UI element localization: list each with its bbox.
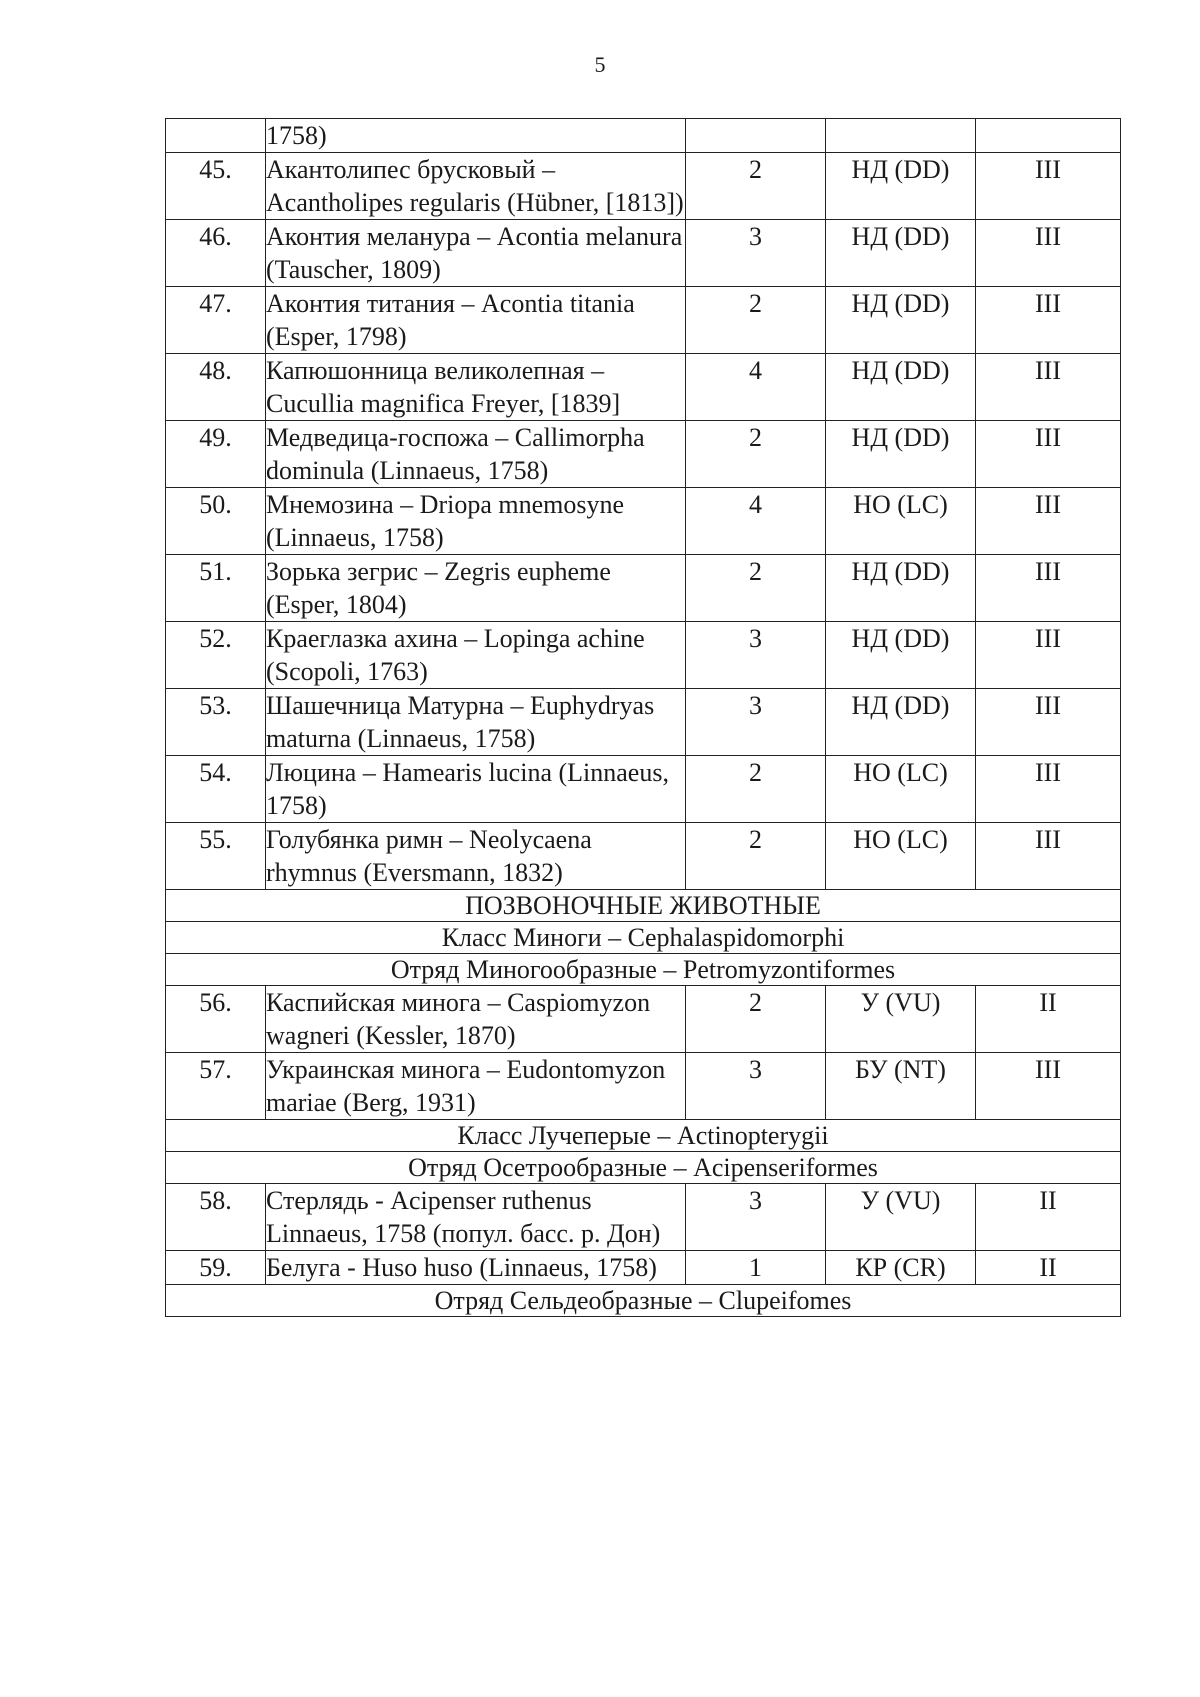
table-row: [166, 421, 1121, 488]
species-name: Люцина – Hamearis lucina (Linnaeus, 1758): [266, 756, 686, 823]
appendix-group: III: [976, 756, 1121, 823]
table-row: [166, 354, 1121, 421]
section-header-row: [166, 1285, 1121, 1317]
section-header: Отряд Осетрообразные – Acipenseriformes: [166, 1152, 1121, 1184]
section-header: Класс Миноги – Cephalaspidomorphi: [166, 922, 1121, 954]
table-row: [166, 622, 1121, 689]
table-row: [166, 823, 1121, 890]
section-header: Отряд Сельдеобразные – Clupeifomes: [166, 1285, 1121, 1317]
section-header-row: [166, 890, 1121, 922]
section-header-row: [166, 922, 1121, 954]
row-number: 52.: [166, 622, 266, 689]
table-row: [166, 1053, 1121, 1120]
appendix-group: III: [976, 220, 1121, 287]
table-row: [166, 689, 1121, 756]
appendix-group: II: [976, 1184, 1121, 1251]
iucn-status: КР (CR): [826, 1251, 976, 1285]
table-row: [166, 153, 1121, 220]
iucn-status: НД (DD): [826, 287, 976, 354]
table-row: [166, 287, 1121, 354]
species-name: Капюшонница великолепная – Cucullia magnifica Freyer, [1839]: [266, 354, 686, 421]
appendix-group: III: [976, 1053, 1121, 1120]
rarity-category: 3: [686, 689, 826, 756]
section-header-row: [166, 1120, 1121, 1152]
row-number: 54.: [166, 756, 266, 823]
row-number: 55.: [166, 823, 266, 890]
row-number: 49.: [166, 421, 266, 488]
species-name: Мнемозина – Driopa mnemosyne (Linnaeus, 1758): [266, 488, 686, 555]
species-name: Аконтия титания – Acontia titania (Esper, 1798): [266, 287, 686, 354]
section-header-row: [166, 1152, 1121, 1184]
iucn-status: НД (DD): [826, 153, 976, 220]
species-name: Украинская минога – Eudontomyzon mariae (Berg, 1931): [266, 1053, 686, 1120]
rarity-category: 4: [686, 488, 826, 555]
row-number: 45.: [166, 153, 266, 220]
appendix-group: II: [976, 1251, 1121, 1285]
appendix-group: III: [976, 823, 1121, 890]
appendix-group: III: [976, 555, 1121, 622]
row-number: 57.: [166, 1053, 266, 1120]
iucn-status: НД (DD): [826, 220, 976, 287]
species-name: Шашечница Матурна – Euphydryas maturna (Linnaeus, 1758): [266, 689, 686, 756]
row-number: 50.: [166, 488, 266, 555]
species-table: [165, 118, 1121, 1317]
species-name: Стерлядь - Acipenser ruthenus Linnaeus, 1758 (попул. басс. р. Дон): [266, 1184, 686, 1251]
iucn-status: НО (LC): [826, 488, 976, 555]
rarity-category: 2: [686, 823, 826, 890]
species-name: Белуга - Huso huso (Linnaeus, 1758): [266, 1251, 686, 1285]
row-number: 48.: [166, 354, 266, 421]
appendix-group: III: [976, 354, 1121, 421]
species-name: Каспийская минога – Caspiomyzon wagneri (Kessler, 1870): [266, 986, 686, 1053]
table-row: [166, 1251, 1121, 1285]
species-name: 1758): [266, 119, 686, 153]
table-row: [166, 555, 1121, 622]
table-row: [166, 488, 1121, 555]
table-row: [166, 220, 1121, 287]
rarity-category: 3: [686, 622, 826, 689]
rarity-category: 3: [686, 1184, 826, 1251]
species-name: Краеглазка ахина – Lopinga achine (Scopoli, 1763): [266, 622, 686, 689]
iucn-status: У (VU): [826, 986, 976, 1053]
section-header: ПОЗВОНОЧНЫЕ ЖИВОТНЫЕ: [166, 890, 1121, 922]
species-name: Аконтия меланура – Acontia melanura (Tauscher, 1809): [266, 220, 686, 287]
row-number: 56.: [166, 986, 266, 1053]
appendix-group: II: [976, 986, 1121, 1053]
row-number: 59.: [166, 1251, 266, 1285]
species-name: Акантолипес брусковый – Acantholipes regularis (Hübner, [1813]): [266, 153, 686, 220]
species-name: Зорька зегрис – Zegris eupheme (Esper, 1804): [266, 555, 686, 622]
rarity-category: 2: [686, 153, 826, 220]
table-row: [166, 986, 1121, 1053]
iucn-status: НД (DD): [826, 354, 976, 421]
iucn-status: НО (LC): [826, 756, 976, 823]
species-name: Медведица-госпожа – Callimorpha dominula (Linnaeus, 1758): [266, 421, 686, 488]
table-row: [166, 756, 1121, 823]
iucn-status: БУ (NT): [826, 1053, 976, 1120]
section-header: Класс Лучеперые – Actinopterygii: [166, 1120, 1121, 1152]
rarity-category: 3: [686, 220, 826, 287]
rarity-category: [686, 119, 826, 153]
iucn-status: НО (LC): [826, 823, 976, 890]
row-number: 46.: [166, 220, 266, 287]
appendix-group: [976, 119, 1121, 153]
row-number: 58.: [166, 1184, 266, 1251]
page-number: 5: [594, 52, 606, 77]
appendix-group: III: [976, 488, 1121, 555]
section-header: Отряд Миногообразные – Petromyzontiformes: [166, 954, 1121, 986]
rarity-category: 2: [686, 287, 826, 354]
rarity-category: 1: [686, 1251, 826, 1285]
row-number: 47.: [166, 287, 266, 354]
table-row: [166, 119, 1121, 153]
row-number: 51.: [166, 555, 266, 622]
appendix-group: III: [976, 287, 1121, 354]
rarity-category: 2: [686, 421, 826, 488]
appendix-group: III: [976, 622, 1121, 689]
iucn-status: У (VU): [826, 1184, 976, 1251]
iucn-status: [826, 119, 976, 153]
rarity-category: 4: [686, 354, 826, 421]
appendix-group: III: [976, 421, 1121, 488]
species-name: Голубянка римн – Neolycaena rhymnus (Eversmann, 1832): [266, 823, 686, 890]
rarity-category: 2: [686, 986, 826, 1053]
appendix-group: III: [976, 689, 1121, 756]
iucn-status: НД (DD): [826, 421, 976, 488]
iucn-status: НД (DD): [826, 555, 976, 622]
table-body: [166, 119, 1121, 1317]
rarity-category: 3: [686, 1053, 826, 1120]
row-number: [166, 119, 266, 153]
section-header-row: [166, 954, 1121, 986]
iucn-status: НД (DD): [826, 622, 976, 689]
row-number: 53.: [166, 689, 266, 756]
rarity-category: 2: [686, 756, 826, 823]
appendix-group: III: [976, 153, 1121, 220]
iucn-status: НД (DD): [826, 689, 976, 756]
rarity-category: 2: [686, 555, 826, 622]
table-row: [166, 1184, 1121, 1251]
